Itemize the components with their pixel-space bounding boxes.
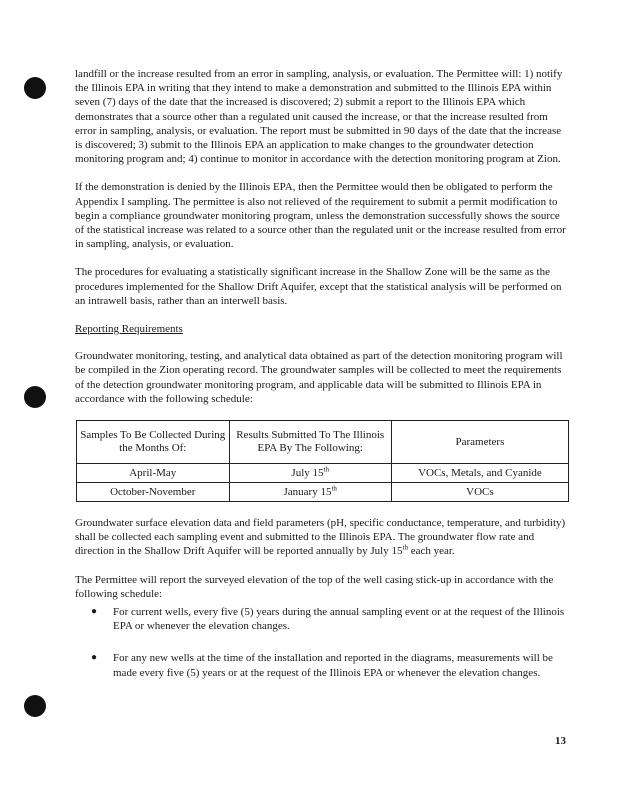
binder-hole-middle bbox=[24, 386, 46, 408]
paragraph-continuation: landfill or the increase resulted from an error in sampling, analysis, or evaluation. The Permittee will: 1) notify the Illinois EPA in writing that they intend to make a demonstration and submitted to the Illinois EPA within seven (7) days of the date that the increased is discovered; 2) submit a report to the Illinois EPA which demonstrates that a source other than a regulated unit caused the increase, or that the increase resulted from error in sampling, analysis, or evaluation. The report must be submitted in 90 days of the date that the increase is discovered; 3) submit to the Illinois EPA an application to make changes to the groundwater detection monitoring program and; 4) continue to monitor in accordance with the detection monitoring program at Zion. bbox=[75, 68, 563, 166]
list-item bbox=[91, 651, 570, 679]
paragraph-shallow-zone: The procedures for evaluating a statistically significant increase in the Shallow Zone will be the same as the procedures implemented for the Shallow Drift Aquifer, except that the statistical analysis will be performed on an intrawell basis, rather than an interwell basis. bbox=[75, 266, 562, 307]
date-suffix: th bbox=[402, 543, 408, 552]
list-item-text: For current wells, every five (5) years during the annual sampling event or at the request of the Illinois EPA or whenever the elevation changes. bbox=[113, 606, 565, 633]
page-number: 13 bbox=[555, 735, 566, 747]
date-suffix: th bbox=[323, 464, 329, 473]
bullet-icon: ● bbox=[91, 606, 98, 618]
table-header-parameters: Parameters bbox=[391, 421, 568, 464]
table-cell-months: October-November bbox=[77, 483, 230, 502]
bullet-icon: ● bbox=[91, 652, 98, 664]
list-item bbox=[91, 605, 570, 633]
paragraph-surface-elevation bbox=[75, 516, 570, 559]
list-item-text: For any new wells at the time of the installation and reported in the diagrams, measurements will be made every five (5) years or at the request of the Illinois EPA or whenever the elevation changes. bbox=[113, 652, 553, 679]
date-text: July 15 bbox=[291, 466, 324, 479]
bullet-list bbox=[75, 605, 570, 680]
date-text: January 15 bbox=[283, 485, 332, 498]
text-run: Groundwater surface elevation data and field parameters (pH, specific conductance, temperature, and turbidity) shall be collected each sampling event and submitted to the Illinois EPA. The groundwater flow rate and direction in the Shallow Drift Aquifer will be reported annually by July 15 bbox=[75, 517, 566, 558]
document-body bbox=[75, 67, 570, 698]
table-header-row bbox=[77, 421, 569, 464]
paragraph-well-casing: The Permittee will report the surveyed elevation of the top of the well casing stick-up in accordance with the following schedule: bbox=[75, 573, 554, 600]
binder-hole-top bbox=[24, 77, 46, 99]
table-row bbox=[77, 464, 569, 483]
table-cell-parameters: VOCs, Metals, and Cyanide bbox=[391, 464, 568, 483]
table-header-results: Results Submitted To The Illinois EPA By The Following: bbox=[229, 421, 391, 464]
text-run: each year. bbox=[407, 545, 455, 558]
date-suffix: th bbox=[331, 483, 337, 492]
table-cell-date bbox=[229, 483, 391, 502]
table-row bbox=[77, 483, 569, 502]
table-cell-months: April-May bbox=[77, 464, 230, 483]
reporting-schedule-table bbox=[76, 420, 569, 502]
binder-hole-bottom bbox=[24, 695, 46, 717]
table-cell-parameters: VOCs bbox=[391, 483, 568, 502]
paragraph-groundwater-monitoring: Groundwater monitoring, testing, and analytical data obtained as part of the detection monitoring program will be compiled in the Zion operating record. The groundwater samples will be collected to meet the requirements of the detection groundwater monitoring program, and applicable data will be submitted to Illinois EPA in accordance with the following schedule: bbox=[75, 350, 563, 405]
paragraph-demonstration-denied: If the demonstration is denied by the Illinois EPA, then the Permittee would then be obligated to perform the Appendix I sampling. The permittee is also not relieved of the requirement to submit a permit modification to begin a compliance groundwater monitoring program, unless the demonstration successfully shows the source of the statistical increase was related to a source other than the regulated unit or the increase resulted from error in sampling, analysis, or evaluation. bbox=[75, 181, 566, 251]
table-cell-date bbox=[229, 464, 391, 483]
section-heading-reporting: Reporting Requirements bbox=[75, 323, 183, 336]
table-header-months: Samples To Be Collected During the Months Of: bbox=[77, 421, 230, 464]
